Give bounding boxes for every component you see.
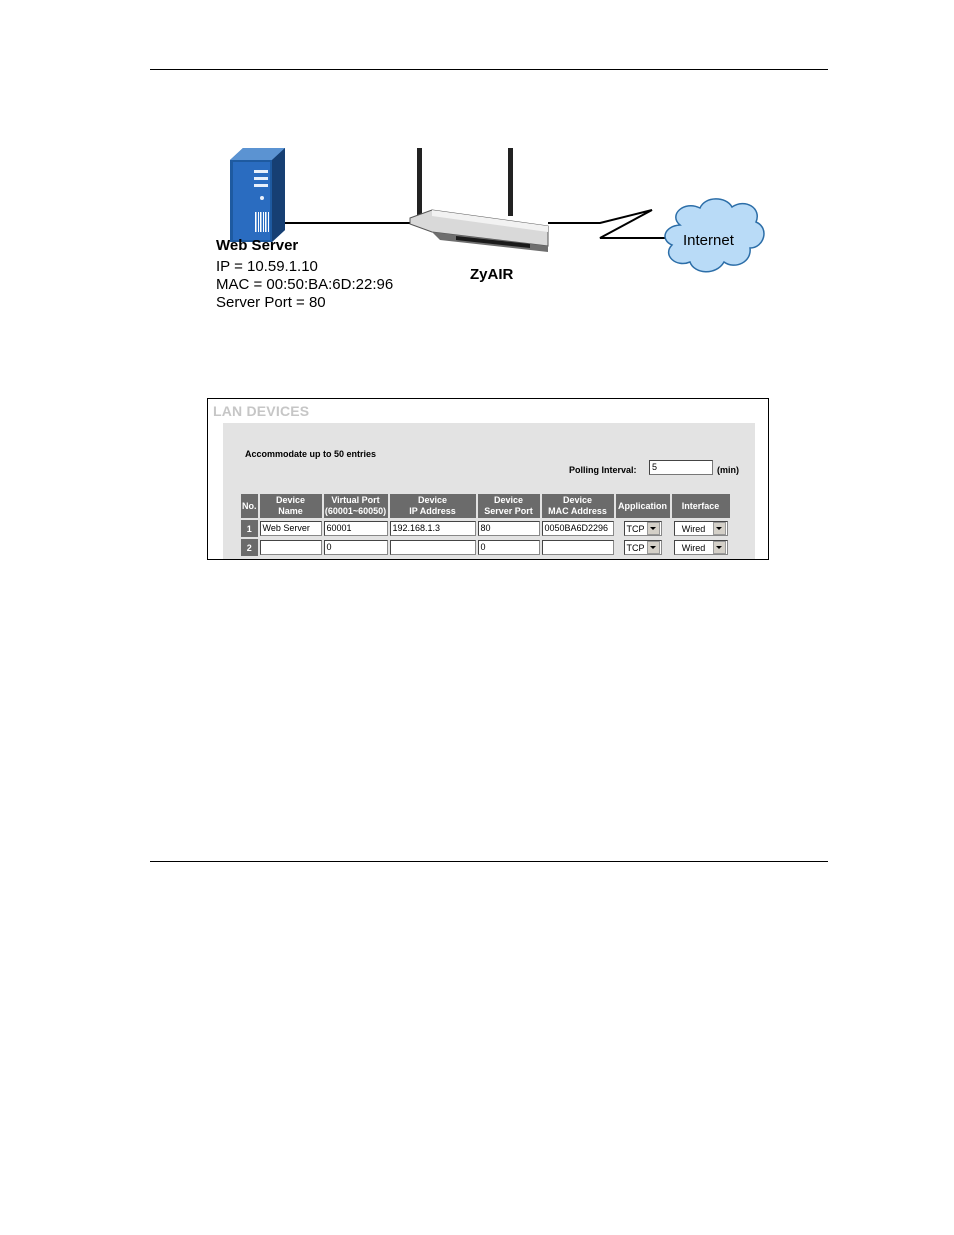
server-port-input[interactable]: 80 bbox=[478, 521, 540, 536]
row-number: 1 bbox=[241, 520, 258, 537]
interface-select[interactable] bbox=[674, 540, 728, 555]
application-select[interactable] bbox=[624, 521, 662, 536]
lan-devices-table bbox=[239, 492, 732, 558]
web-server-port: Server Port = 80 bbox=[216, 294, 326, 311]
header-virtual-port-line1: Virtual Port bbox=[331, 495, 380, 505]
web-server-title: Web Server bbox=[216, 237, 299, 254]
router-internet-link bbox=[548, 210, 665, 238]
device-name-input[interactable] bbox=[260, 540, 322, 555]
header-virtual-port-line2: (60001~60050) bbox=[324, 506, 387, 516]
mac-address-input[interactable]: 0050BA6D2296 bbox=[542, 521, 614, 536]
internet-label: Internet bbox=[683, 232, 734, 249]
mac-address-input[interactable] bbox=[542, 540, 614, 555]
chevron-down-icon[interactable] bbox=[647, 541, 660, 554]
virtual-port-input[interactable]: 0 bbox=[324, 540, 388, 555]
lan-devices-panel bbox=[207, 398, 769, 560]
header-virtual-port bbox=[324, 494, 388, 518]
header-application: Application bbox=[616, 494, 670, 518]
panel-body bbox=[223, 423, 755, 560]
header-interface: Interface bbox=[672, 494, 730, 518]
header-ip-line2: IP Address bbox=[409, 506, 456, 516]
header-mac-line1: Device bbox=[562, 495, 593, 505]
ip-address-input[interactable]: 192.168.1.3 bbox=[390, 521, 476, 536]
table-header-row bbox=[241, 494, 730, 518]
chevron-down-icon[interactable] bbox=[713, 522, 726, 535]
cell-interface bbox=[672, 520, 730, 537]
header-ip-line1: Device bbox=[417, 495, 448, 505]
cell-ip-address bbox=[390, 520, 476, 537]
panel-title: LAN DEVICES bbox=[213, 403, 310, 419]
cell-device-name bbox=[260, 539, 322, 556]
row-number: 2 bbox=[241, 539, 258, 556]
interface-value: Wired bbox=[681, 523, 706, 534]
server-icon bbox=[230, 148, 285, 242]
application-value: TCP bbox=[626, 523, 645, 534]
application-select[interactable] bbox=[624, 540, 662, 555]
router-label: ZyAIR bbox=[470, 266, 514, 283]
chevron-down-icon[interactable] bbox=[713, 541, 726, 554]
header-mac-address bbox=[542, 494, 614, 518]
server-port-input[interactable]: 0 bbox=[478, 540, 540, 555]
virtual-port-input[interactable]: 60001 bbox=[324, 521, 388, 536]
application-value: TCP bbox=[626, 542, 645, 553]
interface-value: Wired bbox=[681, 542, 706, 553]
cell-server-port bbox=[478, 520, 540, 537]
router-icon bbox=[410, 148, 548, 252]
cell-ip-address bbox=[390, 539, 476, 556]
header-ip-address bbox=[390, 494, 476, 518]
polling-interval-input[interactable]: 5 bbox=[649, 460, 713, 475]
header-mac-line2: MAC Address bbox=[548, 506, 607, 516]
cell-virtual-port bbox=[324, 539, 388, 556]
chevron-down-icon[interactable] bbox=[647, 522, 660, 535]
network-diagram bbox=[0, 0, 954, 330]
bottom-rule bbox=[150, 861, 828, 862]
interface-select[interactable] bbox=[674, 521, 728, 536]
web-server-mac: MAC = 00:50:BA:6D:22:96 bbox=[216, 276, 394, 293]
polling-interval-label: Polling Interval: bbox=[569, 465, 637, 475]
header-no: No. bbox=[241, 494, 258, 518]
table-row bbox=[241, 520, 730, 537]
cell-server-port bbox=[478, 539, 540, 556]
cell-interface bbox=[672, 539, 730, 556]
cell-device-name bbox=[260, 520, 322, 537]
header-server-port-line1: Device bbox=[493, 495, 524, 505]
cell-mac-address bbox=[542, 539, 614, 556]
header-server-port bbox=[478, 494, 540, 518]
table-row bbox=[241, 539, 730, 556]
header-device-name bbox=[260, 494, 322, 518]
polling-interval-unit: (min) bbox=[717, 465, 739, 475]
cell-mac-address bbox=[542, 520, 614, 537]
cell-virtual-port bbox=[324, 520, 388, 537]
header-server-port-line2: Server Port bbox=[484, 506, 533, 516]
cell-application bbox=[616, 520, 670, 537]
cell-application bbox=[616, 539, 670, 556]
ip-address-input[interactable] bbox=[390, 540, 476, 555]
accommodate-text: Accommodate up to 50 entries bbox=[245, 449, 377, 459]
header-device-name-line1: Device bbox=[275, 495, 306, 505]
web-server-ip: IP = 10.59.1.10 bbox=[216, 258, 318, 275]
header-device-name-line2: Name bbox=[278, 506, 303, 516]
device-name-input[interactable]: Web Server bbox=[260, 521, 322, 536]
